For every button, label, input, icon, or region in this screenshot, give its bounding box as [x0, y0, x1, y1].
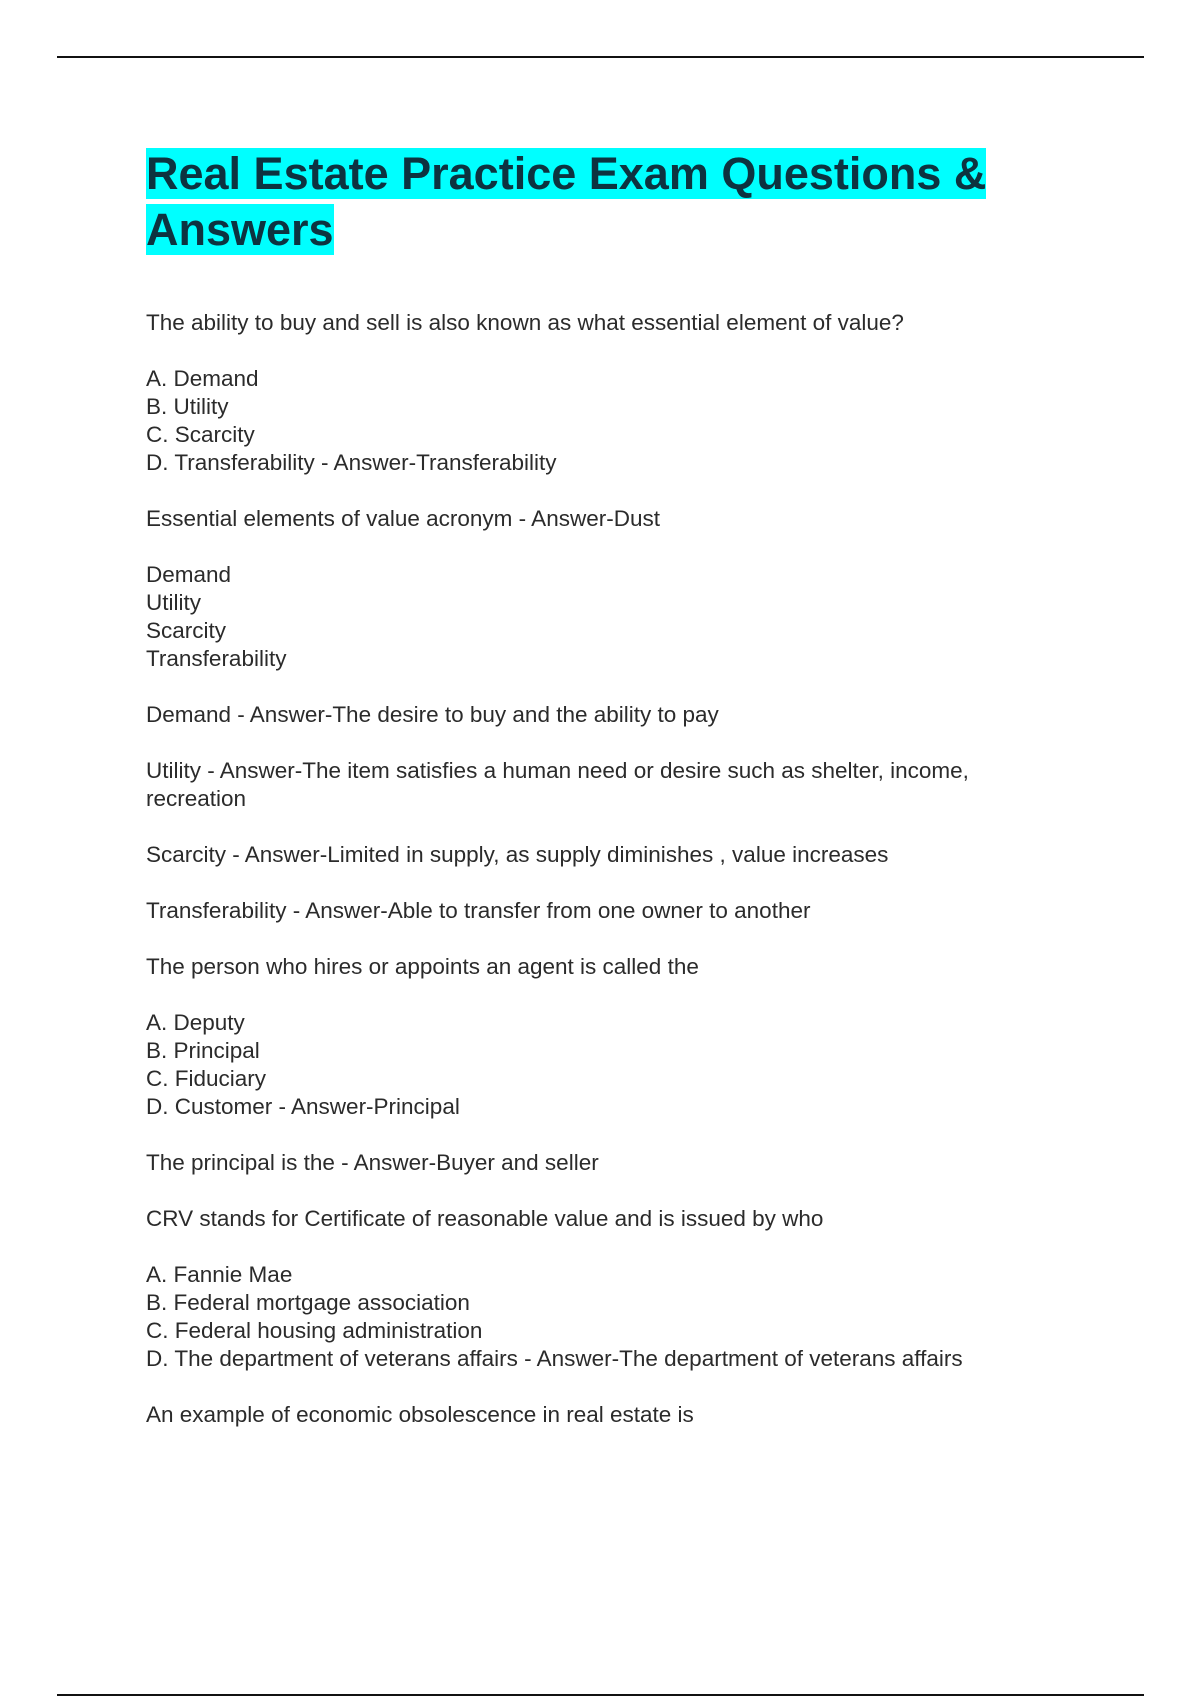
text-line: B. Federal mortgage association — [146, 1290, 470, 1315]
text-line: D. Transferability - Answer-Transferability — [146, 450, 557, 475]
footer-rule — [57, 1694, 1144, 1696]
text-block — [146, 897, 1066, 925]
text-block — [146, 953, 1066, 981]
text-block — [146, 1009, 1066, 1121]
text-line: Demand — [146, 562, 232, 587]
text-line: Utility — [146, 590, 201, 615]
text-line: Transferability — [146, 646, 287, 671]
text-block — [146, 1205, 1066, 1233]
text-block — [146, 365, 1066, 477]
qa-blocks — [146, 309, 1066, 1429]
text-block — [146, 1149, 1066, 1177]
page-title — [146, 146, 1066, 258]
text-line: An example of economic obsolescence in real estate is — [146, 1402, 694, 1427]
text-line: A. Deputy — [146, 1010, 245, 1035]
text-line: D. The department of veterans affairs - Answer-The department of veterans affairs — [146, 1346, 963, 1371]
text-block — [146, 561, 1066, 673]
text-block — [146, 1261, 1066, 1373]
text-block — [146, 309, 1066, 337]
text-line: Essential elements of value acronym - Answer-Dust — [146, 506, 660, 531]
text-block — [146, 757, 1066, 813]
text-line: Demand - Answer-The desire to buy and the ability to pay — [146, 702, 719, 727]
text-block — [146, 1401, 1066, 1429]
text-line: The ability to buy and sell is also known as what essential element of value? — [146, 310, 904, 335]
text-block — [146, 701, 1066, 729]
title-highlight: Real Estate Practice Exam Questions & Answers — [146, 148, 987, 255]
text-line: D. Customer - Answer-Principal — [146, 1094, 460, 1119]
text-block — [146, 841, 1066, 869]
header-rule — [57, 56, 1144, 58]
text-line: Scarcity — [146, 618, 227, 643]
text-line: Utility - Answer-The item satisfies a human need or desire such as shelter, income, — [146, 758, 969, 783]
text-line: The principal is the - Answer-Buyer and seller — [146, 1150, 599, 1175]
text-line: B. Utility — [146, 394, 229, 419]
text-line: A. Demand — [146, 366, 259, 391]
text-line: The person who hires or appoints an agent is called the — [146, 954, 699, 979]
text-line: Scarcity - Answer-Limited in supply, as supply diminishes , value increases — [146, 842, 889, 867]
text-line: C. Fiduciary — [146, 1066, 267, 1091]
text-line: C. Scarcity — [146, 422, 255, 447]
document-body — [146, 146, 1066, 1457]
text-line: A. Fannie Mae — [146, 1262, 293, 1287]
text-block — [146, 505, 1066, 533]
text-line: Transferability - Answer-Able to transfer from one owner to another — [146, 898, 811, 923]
text-line: CRV stands for Certificate of reasonable value and is issued by who — [146, 1206, 824, 1231]
text-line: C. Federal housing administration — [146, 1318, 483, 1343]
text-line: recreation — [146, 786, 247, 811]
text-line: B. Principal — [146, 1038, 260, 1063]
